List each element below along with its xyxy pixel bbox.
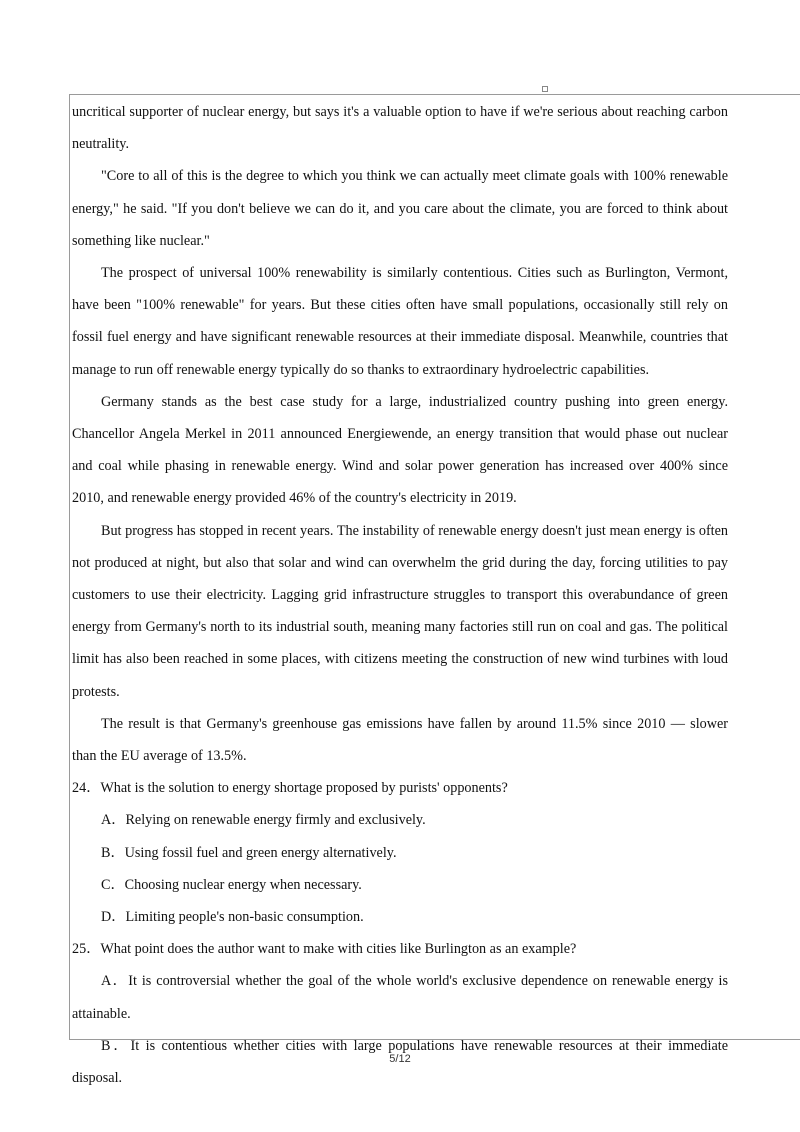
option-label: A． (101, 973, 129, 990)
option-text: It is contentious whether cities with large populations have renewable resources at their immediate disposal. (72, 1037, 728, 1087)
option-label: A． (101, 812, 126, 829)
question-25-option-a[interactable] (72, 965, 728, 1029)
option-label: B． (101, 1037, 131, 1054)
question-24-option-d[interactable] (72, 901, 728, 933)
option-label: C． (101, 876, 125, 893)
question-25 (72, 933, 728, 965)
question-24-option-a[interactable] (72, 804, 728, 836)
option-label: B． (101, 844, 125, 861)
passage-paragraph: Germany stands as the best case study for a large, industrialized country pushing into green energy. Chancellor Angela Merkel in 2011 announced Energiewende, an energy transition that would phase out nuclear and coal while phasing in renewable energy. Wind and solar power generation has increased over 400% since 2010, and renewable energy provided 46% of the country's electricity in 2019. (72, 393, 728, 507)
question-24 (72, 772, 728, 804)
passage-paragraph: The prospect of universal 100% renewability is similarly contentious. Cities such as Burlington, Vermont, have been "100% renewable" for years. But these cities often have small populations, occasionally still rely on fossil fuel energy and have significant renewable resources at their immediate disposal. Meanwhile, countries that manage to run off renewable energy typically do so thanks to extraordinary hydroelectric capabilities. (72, 265, 728, 378)
page-content (72, 96, 728, 1094)
question-text: What is the solution to energy shortage proposed by purists' opponents? (100, 780, 508, 797)
passage-paragraph: "Core to all of this is the degree to which you think we can actually meet climate goals with 100% renewable energy," he said. "If you don't believe we can do it, and you care about the climate, you are forced to think about something like nuclear." (72, 168, 728, 249)
question-24-option-c[interactable] (72, 869, 728, 901)
header-mark (542, 86, 548, 92)
passage-paragraph: The result is that Germany's greenhouse gas emissions have fallen by around 11.5% since 2010 — slower than the EU average of 13.5%. (72, 715, 728, 765)
passage-paragraph: uncritical supporter of nuclear energy, but says it's a valuable option to have if we're serious about reaching carbon neutrality. (72, 104, 728, 153)
option-text: Choosing nuclear energy when necessary. (124, 876, 362, 893)
option-text: Relying on renewable energy firmly and exclusively. (125, 812, 426, 829)
option-text: It is controversial whether the goal of the whole world's exclusive dependence on renewable energy is attainable. (72, 973, 728, 1022)
option-text: Using fossil fuel and green energy alternatively. (124, 844, 397, 861)
option-text: Limiting people's non-basic consumption. (125, 909, 364, 926)
question-number: 24． (72, 780, 101, 797)
question-text: What point does the author want to make with cities like Burlington as an example? (100, 941, 577, 958)
page-number: 5/12 (389, 1053, 411, 1065)
passage-paragraph: But progress has stopped in recent years. The instability of renewable energy doesn't just mean energy is often not produced at night, but also that solar and wind can overwhelm the grid during the day, forcing utilities to pay customers to use their electricity. Lagging grid infrastructure struggles to transport this overabundance of green energy from Germany's north to its industrial south, meaning many factories still run on coal and gas. The political limit has also been reached in some places, with citizens meeting the construction of new wind turbines with loud protests. (72, 522, 728, 700)
question-24-option-b[interactable] (72, 837, 728, 869)
question-number: 25． (72, 941, 101, 958)
option-label: D． (101, 909, 126, 926)
